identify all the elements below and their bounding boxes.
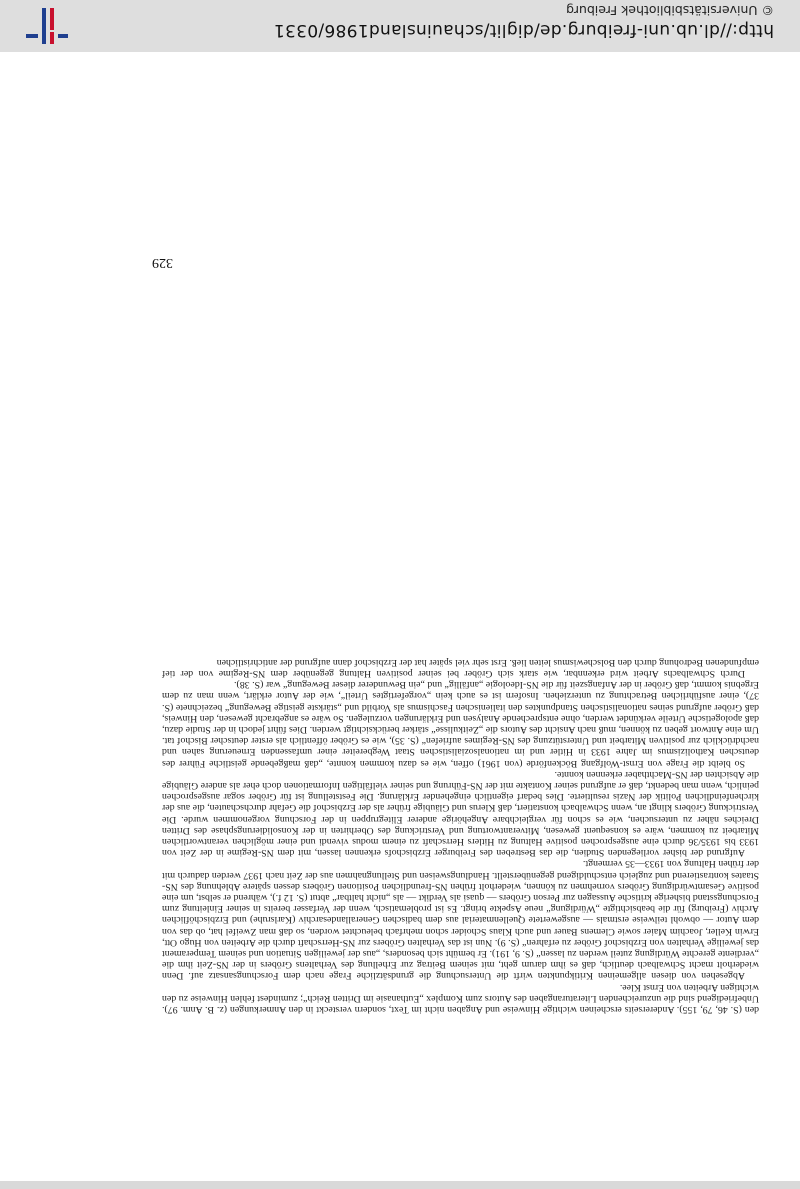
ub-freiburg-logo-icon <box>24 8 68 44</box>
source-url-link[interactable]: http://dl.ub.uni-freiburg.de/diglit/schauinsland1986/0331 <box>273 20 774 40</box>
paragraph: Durch Schwalbachs Arbeit wird erkennbar, wie stark sich Gröber bei seiner positiven Haltung gegenüber dem NS-Regime von der tief empfundenen Bedrohung durch den Bolschewismus leiten ließ. Erst sehr viel später hat der Erzbischof dann aufgrund der antichristlichen <box>162 656 759 679</box>
logo-bar-center-blue <box>42 8 46 44</box>
logo-bar-center-red <box>50 8 54 30</box>
document-body-text <box>162 657 759 1016</box>
copyright-notice: © Universitätsbibliothek Freiburg <box>566 3 774 18</box>
paragraph: Aufgrund der bisher vorliegenden Studien, die das Bestreben des Freiburger Erzbischofs erkennen lassen, mit dem NS-Regime in der Zeit von 1933 bis 1935/36 durch eine ausgesprochen positive Haltung zu Hitlers Herrschaft zu einem modus vivendi und einer möglichen verantwortlichen Mitarbeit zu kommen, wäre es konsequent gewesen, Mitverantwortung und Verstrickung des Oberhirten in der Konsolidierungsphase des Dritten Dreiches näher zu untersuchen, wie es schon für vergleichbare Angehörige anderer Elitegruppen in der Forschung vorgenommen wurde. Die Verstrickung Gröbers klingt an, wenn Schwalbach konstatiert, daß Klerus und Gläubige früher als der Erzbischof die Gefahr durchschauten, die aus der kirchenfeindlichen Politik der Nazis resultierte. Dies bedarf eigentlich eingehender Erklärung. Die Feststellung ist für Gröber sogar ausgesprochen peinlich, wenn man bedenkt, daß er aufgrund seiner Kontakte mit der NS-Führung und seiner vielfältigen Informationen doch eher als andere Gläubige die Absichten der NS-Machthaber erkennen konnte. <box>162 768 759 859</box>
bottom-border-strip <box>0 1181 800 1189</box>
paragraph: den (S. 46, 79, 155). Andererseits erscheinen wichtige Hinweise und Angaben nicht im Text, sondern versteckt in den Anmerkungen (z. B. Anm. 97). Unbefriedigend sind die unzureichenden Literaturangaben des Autors zum Komplex „Euthanasie im Dritten Reich“; zumindest fehlen Hinweise zu den wichtigen Arbeiten von Ernst Klee. <box>162 981 759 1015</box>
paragraph: Abgesehen von diesen allgemeinen Kritikpunkten wirft die Untersuchung die grundsätzliche Frage nach dem Forschungsansatz auf. Denn wiederholt macht Schwalbach deutlich, daß es ihm darum geht, mit seinem Beitrag zur Erhellung des Verhaltens Gröbers in der NS-Zeit ihm die „verdiente gerechte Würdigung zuteil werden zu lassen“ (S. 9, 191). Er bemüht sich besonders, „aus der jeweiligen Situation und seinem Temperament das jeweilige Verhalten von Erzbischof Gröber zu erfahren“ (S. 9). Nun ist das Verhalten Gröbers zur NS-Herrschaft durch die Arbeiten von Hugo Ott, Erwin Keller, Joachim Maier sowie Clemens Bauer und auch Klaus Schoider schon mehrfach beleuchtet worden, so daß man Zweifel hat, ob das von dem Autor — obwohl teilweise erstmals — ausgewertete Quellenmaterial aus dem badischen Generallandesarchiv (Karlsruhe) und Erzbischöflichen Archiv (Freiburg) für die beabsichtigte „Würdigung“ neue Aspekte bringt. Es ist problematisch, wenn der Verfasser bereits in seiner Einleitung zum Forschungsstand bisherige kritische Aussagen zur Person Gröbers — quasi als Verdikt — als „nicht haltbar“ abtut (S. 12 f.), während er selbst, um eine positive Gesamtwürdigung Gröbers vornehmen zu können, wiederholt frühen NS-freundlichen Positionen Gröbers dessen spätere Ablehnung des NS-Staates kontrastierend und zugleich entschuldigend gegenüberstellt. Handlungsweisen und Stellungnahmen aus der Zeit nach 1937 werden dadurch mit der frühen Haltung von 1933—35 vermengt. <box>162 858 759 982</box>
logo-bar-left <box>58 34 68 38</box>
paragraph: So bleibt die Frage von Ernst-Wolfgang Böckenförde (von 1961) offen, wie es dazu kommen konnte, „daß maßgebende geistliche Führer des deutschen Katholizismus im Jahre 1933 in Hitler und im nationalsozialistischen Staat Wegbereiter einer umfassenden Erneuerung sahen und nachdrücklich zur positiven Mitarbeit und Unterstützung des NS-Regimes aufriefen“ (S. 35), wie es Gröber öffentlich als erster deutscher Bischof tat. Um eine Antwort geben zu können, muß nach Ansicht des Autors die „Zeitkulisse“ stärker berücksichtigt werden. Dies führt jedoch in der Studie dazu, daß apologetische Urteile verkündet werden, ohne entsprechende Analysen und Erklärungen vorzulegen. So wäre es angebracht gewesen, den Hinweis, daß Gröber aufgrund seines nationalistischen Standpunktes den italienischen Faschismus als Vorbild und „stärkste geistige Bewegung“ bezeichnete (S. 37), einer ausführlichen Betrachtung zu unterziehen. Insofern ist es auch kein „vorgefertigtes Urteil“, wie der Autor erklärt, wenn man zu dem Ergebnis kommt, daß Gröber in der Anfangszeit für die NS-Ideologie „anfällig“ und „ein Bewunderer dieser Bewegung“ war (S. 38). <box>162 679 759 769</box>
footer-bar <box>0 0 800 52</box>
page-number: 329 <box>152 255 173 270</box>
logo-bar-center-top <box>50 32 54 44</box>
logo-bar-right <box>26 34 38 38</box>
